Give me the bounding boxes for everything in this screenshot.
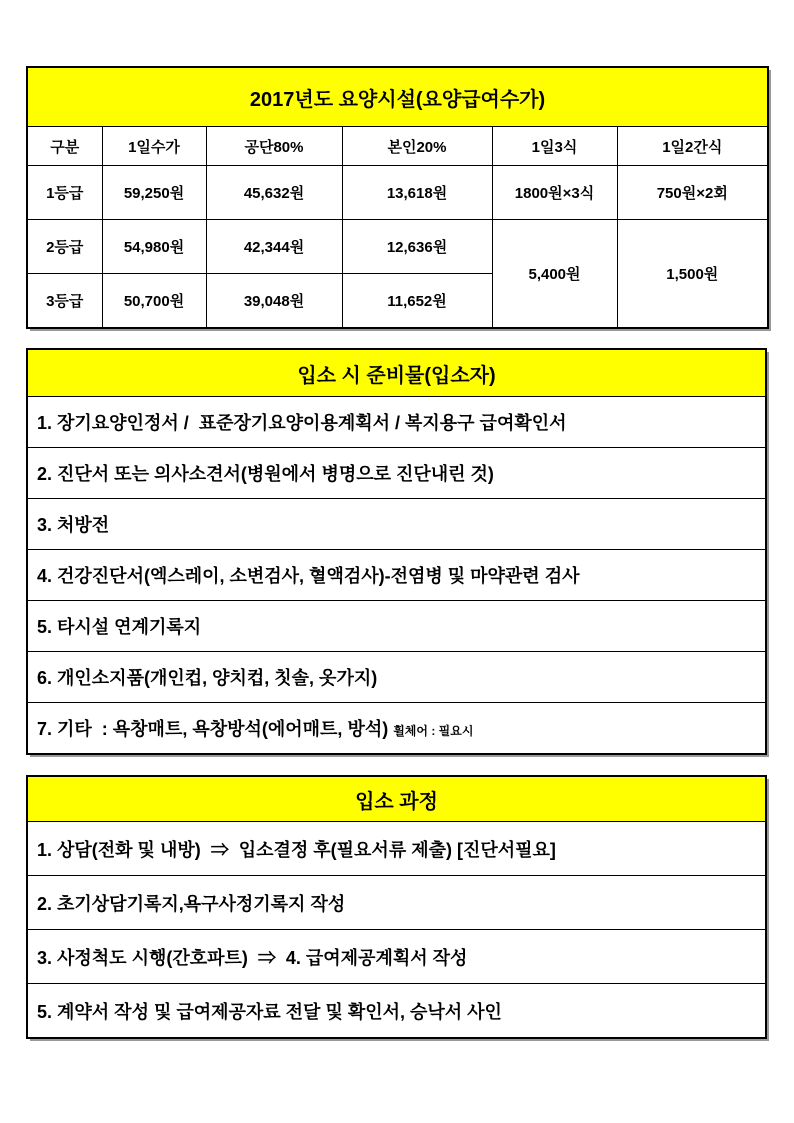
col-header-meals: 1일3식 [492, 127, 617, 166]
prep-item-4: 4. 건강진단서(엑스레이, 소변검사, 혈액검사)-전염병 및 마약관련 검사 [27, 550, 766, 601]
col-header-snacks: 1일2간식 [617, 127, 768, 166]
fee-row-grade2 [27, 220, 768, 274]
daily-fee-value: 59,250원 [102, 166, 206, 220]
col-header-gubun: 구분 [27, 127, 102, 166]
prep-item-2: 2. 진단서 또는 의사소견서(병원에서 병명으로 진단내린 것) [27, 448, 766, 499]
fee-table [26, 66, 769, 329]
prep-item-row [27, 652, 766, 703]
corp80-value: 45,632원 [206, 166, 342, 220]
prep-item-6: 6. 개인소지품(개인컵, 양치컵, 칫솔, 옷가지) [27, 652, 766, 703]
prep-item-row [27, 397, 766, 448]
prep-item-row [27, 499, 766, 550]
grade-label: 3등급 [27, 274, 102, 329]
process-step-row [27, 930, 766, 984]
prep-item-row [27, 601, 766, 652]
fee-table-header-row [27, 127, 768, 166]
prep-table-title: 입소 시 준비물(입소자) [27, 349, 766, 397]
prep-item-5: 5. 타시설 연계기록지 [27, 601, 766, 652]
meals-value: 1800원×3식 [492, 166, 617, 220]
col-header-corp-80: 공단80% [206, 127, 342, 166]
process-step-row [27, 876, 766, 930]
wheelchair-note: 휠체어 : 필요시 [393, 724, 474, 738]
daily-fee-value: 54,980원 [102, 220, 206, 274]
process-table-title-row [27, 776, 766, 822]
daily-fee-value: 50,700원 [102, 274, 206, 329]
self20-value: 11,652원 [342, 274, 492, 329]
preparation-table [26, 348, 767, 755]
self20-value: 12,636원 [342, 220, 492, 274]
process-step-row [27, 984, 766, 1039]
meals-merged-value: 5,400원 [492, 220, 617, 329]
process-step-5: 5. 계약서 작성 및 급여제공자료 전달 및 확인서, 승낙서 사인 [27, 984, 766, 1039]
grade-label: 1등급 [27, 166, 102, 220]
process-step-2: 2. 초기상담기록지,욕구사정기록지 작성 [27, 876, 766, 930]
prep-item-7 [27, 703, 766, 755]
col-header-daily-fee: 1일수가 [102, 127, 206, 166]
fee-table-title-row [27, 67, 768, 127]
self20-value: 13,618원 [342, 166, 492, 220]
grade-label: 2등급 [27, 220, 102, 274]
fee-table-title: 2017년도 요양시설(요양급여수가) [27, 67, 768, 127]
prep-item-1: 1. 장기요양인정서 / 표준장기요양이용계획서 / 복지용구 급여확인서 [27, 397, 766, 448]
process-table-title: 입소 과정 [27, 776, 766, 822]
prep-table-title-row [27, 349, 766, 397]
corp80-value: 39,048원 [206, 274, 342, 329]
corp80-value: 42,344원 [206, 220, 342, 274]
prep-item-7-text: 7. 기타 : 욕창매트, 욕창방석(에어매트, 방석) [37, 719, 394, 739]
process-step-row [27, 822, 766, 876]
snacks-merged-value: 1,500원 [617, 220, 768, 329]
prep-item-row [27, 703, 766, 755]
prep-item-3: 3. 처방전 [27, 499, 766, 550]
prep-item-row [27, 448, 766, 499]
process-table [26, 775, 767, 1039]
process-step-1: 1. 상담(전화 및 내방) ⇒ 입소결정 후(필요서류 제출) [진단서필요] [27, 822, 766, 876]
snacks-value: 750원×2회 [617, 166, 768, 220]
fee-row-grade1 [27, 166, 768, 220]
process-step-3: 3. 사정척도 시행(간호파트) ⇒ 4. 급여제공계획서 작성 [27, 930, 766, 984]
prep-item-row [27, 550, 766, 601]
col-header-self-20: 본인20% [342, 127, 492, 166]
